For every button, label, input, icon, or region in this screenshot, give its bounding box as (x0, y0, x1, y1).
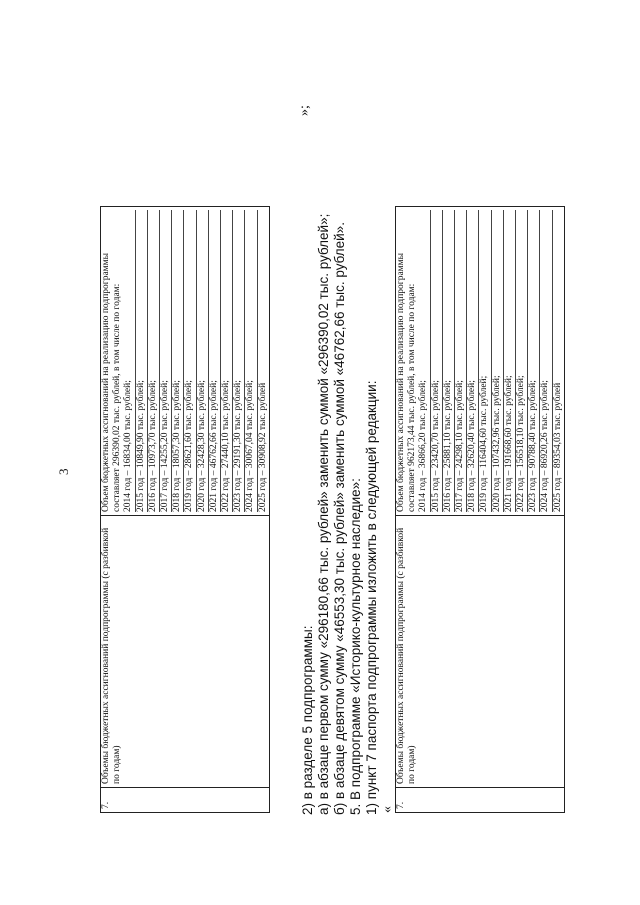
year-line: 2018 год – 18057,30 тыс. рублей; (171, 210, 183, 512)
text-line: 2) в разделе 5 подпрограммы: (300, 625, 315, 815)
year-line: 2025 год – 30908,92 тыс. рублей (257, 210, 269, 512)
year-line: 2020 год – 107432,96 тыс. рублей; (491, 210, 503, 512)
year-line: 2014 год – 36866,20 тыс. рублей; (418, 380, 429, 512)
text-line: б) в абзаце девятом сумму «46553,30 тыс. рублей» заменить суммой «46762,66 тыс. рублей». (332, 222, 347, 815)
year-line: 2019 год – 116404,60 тыс. рублей; (478, 210, 490, 512)
year-line: 2017 год – 24298,10 тыс. рублей; (454, 210, 466, 512)
year-list (418, 210, 563, 512)
budget-table-new (395, 206, 565, 813)
year-line: 2023 год – 29191,30 тыс. рублей; (232, 210, 244, 512)
budget-table-old (100, 206, 270, 813)
text-line: 1) пункт 7 паспорта подпрограммы изложить в следующей редакции: (364, 380, 379, 815)
closing-quote: »; (297, 105, 312, 116)
table-row-value (396, 207, 565, 516)
text-line: 5. В подпрограмме «Историко-культурное наследие»: (348, 478, 363, 815)
year-line: 2021 год – 191668,60 тыс. рублей; (503, 210, 515, 512)
table-row-value (101, 207, 270, 516)
year-line: 2024 год – 30067,04 тыс. рублей; (244, 210, 256, 512)
table-row-number: 7. (396, 788, 565, 813)
year-line: 2022 год – 27440,10 тыс. рублей; (220, 210, 232, 512)
table-row-number: 7. (101, 788, 270, 813)
year-line: 2024 год – 86920,26 тыс. рублей; (539, 210, 551, 512)
year-line: 2019 год – 28621,60 тыс. рублей; (183, 210, 195, 512)
year-line: 2022 год – 156518,10 тыс. рублей; (515, 210, 527, 512)
page-number: 3 (56, 468, 71, 475)
year-line: 2021 год – 46762,66 тыс. рублей; (208, 210, 220, 512)
year-line: 2016 год – 10973,70 тыс. рублей; (147, 210, 159, 512)
year-line: 2017 год – 14255,20 тыс. рублей; (159, 210, 171, 512)
year-line: 2025 год – 89354,03 тыс. рублей (552, 210, 564, 512)
year-line: 2015 год – 23420,70 тыс. рублей; (430, 210, 442, 512)
value-header: Объем бюджетных ассигнований на реализацию подпрограммы составляет 962173,44 тыс. рублей, в том числе по годам: (396, 252, 418, 512)
year-line: 2015 год – 10849,90 тыс. рублей; (135, 210, 147, 512)
year-line: 2014 год – 16834,00 тыс. рублей; (123, 380, 134, 512)
year-line: 2020 год – 32428,30 тыс. рублей; (196, 210, 208, 512)
opening-quote: « (380, 806, 395, 813)
year-list (123, 210, 268, 512)
value-header: Объем бюджетных ассигнований на реализацию подпрограммы составляет 296390,02 тыс. рублей, в том числе по годам: (101, 252, 123, 512)
year-line: 2016 год – 25881,10 тыс. рублей; (442, 210, 454, 512)
text-line: а) в абзаце первом сумму «296180,66 тыс. рублей» заменить суммой «296390,02 тыс. рублей»; (316, 213, 331, 815)
amendment-text (300, 214, 380, 815)
table-row-name: Объемы бюджетных ассигнований подпрограммы (с разбивкой по годам) (396, 516, 565, 788)
table-row-name: Объемы бюджетных ассигнований подпрограммы (с разбивкой по годам) (101, 516, 270, 788)
year-line: 2018 год – 32620,40 тыс. рублей; (466, 210, 478, 512)
year-line: 2023 год – 90788,40 тыс. рублей; (527, 210, 539, 512)
